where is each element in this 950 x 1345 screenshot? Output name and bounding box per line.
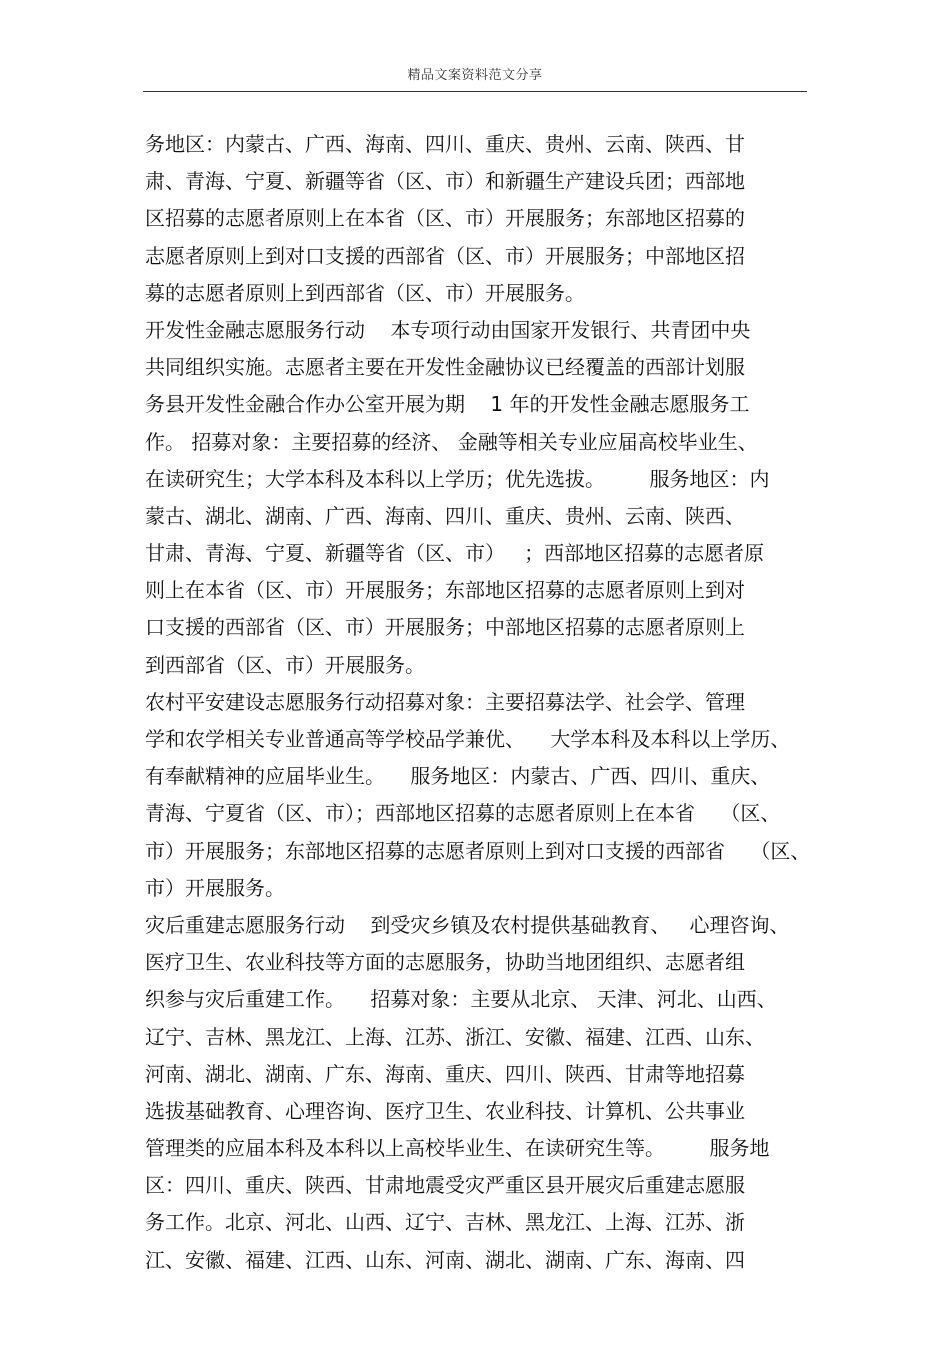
text-line: 管理类的应届本科及本科以上高校毕业生、在读研究生等。 服务地 — [145, 1136, 770, 1161]
text-line: 共同组织实施。志愿者主要在开发性金融协议已经覆盖的西部计划服 — [145, 355, 745, 380]
text-line: 开发性金融志愿服务行动 本专项行动由国家开发银行、共青团中央 — [145, 317, 751, 342]
text-line: 农村平安建设志愿服务行动招募对象：主要招募法学、社会学、管理 — [145, 689, 745, 714]
text-line: 区招募的志愿者原则上在本省（区、市）开展服务；东部地区招募的 — [145, 206, 745, 231]
text-line: 志愿者原则上到对口支援的西部省（区、市）开展服务；中部地区招 — [145, 243, 745, 268]
page-header: 精品文案资料范文分享 — [407, 68, 543, 83]
text-line: 到西部省（区、市）开展服务。 — [145, 652, 425, 677]
text-line: 肃、青海、宁夏、新疆等省（区、市）和新疆生产建设兵团；西部地 — [145, 169, 745, 194]
text-line: 在读研究生；大学本科及本科以上学历；优先选拔。 服务地区：内 — [145, 466, 770, 491]
text-line: 有奉献精神的应届毕业生。 服务地区：内蒙古、广西、四川、重庆、 — [145, 764, 771, 789]
text-line: 甘肃、青海、宁夏、新疆等省（区、市） ；西部地区招募的志愿者原 — [145, 541, 765, 566]
text-line: 灾后重建志愿服务行动 到受灾乡镇及农村提供基础教育、 心理咨询、 — [145, 912, 790, 937]
text-line: 务县开发性金融合作办公室开展为期 1 年的开发性金融志愿服务工 — [145, 392, 750, 417]
text-line: 区：四川、重庆、陕西、甘肃地震受灾严重区县开展灾后重建志愿服 — [145, 1173, 745, 1198]
text-line: 辽宁、吉林、黑龙江、上海、江苏、浙江、安徽、福建、江西、山东、 — [145, 1024, 765, 1049]
text-line: 市）开展服务。 — [145, 875, 285, 900]
text-line: 务工作。北京、河北、山西、辽宁、吉林、黑龙江、上海、江苏、浙 — [145, 1210, 745, 1235]
document-body — [145, 126, 825, 1279]
text-line: 医疗卫生、农业科技等方面的志愿服务，协助当地团组织、志愿者组 — [145, 950, 745, 975]
text-line: 市）开展服务；东部地区招募的志愿者原则上到对口支援的西部省 （区、 — [145, 838, 811, 863]
text-line: 江、安徽、福建、江西、山东、河南、湖北、湖南、广东、海南、四 — [145, 1247, 745, 1272]
text-line: 青海、宁夏省（区、市）；西部地区招募的志愿者原则上在本省 （区、 — [145, 801, 781, 826]
text-line: 则上在本省（区、市）开展服务；东部地区招募的志愿者原则上到对 — [145, 578, 745, 603]
text-line: 募的志愿者原则上到西部省（区、市）开展服务。 — [145, 280, 585, 305]
text-line: 河南、湖北、湖南、广东、海南、重庆、四川、陕西、甘肃等地招募 — [145, 1061, 745, 1086]
text-line: 织参与灾后重建工作。 招募对象：主要从北京、 天津、河北、山西、 — [145, 987, 777, 1012]
text-line: 口支援的西部省（区、市）开展服务；中部地区招募的志愿者原则上 — [145, 615, 745, 640]
text-line: 作。 招募对象：主要招募的经济、 金融等相关专业应届高校毕业生、 — [145, 429, 758, 454]
text-line: 务地区：内蒙古、广西、海南、四川、重庆、贵州、云南、陕西、甘 — [145, 132, 745, 156]
header-divider — [143, 91, 807, 92]
text-line: 学和农学相关专业普通高等学校品学兼优、 大学本科及本科以上学历、 — [145, 727, 791, 751]
text-line: 蒙古、湖北、湖南、广西、海南、四川、重庆、贵州、云南、陕西、 — [145, 503, 745, 528]
text-line: 选拔基础教育、心理咨询、医疗卫生、农业科技、计算机、公共事业 — [145, 1098, 745, 1123]
